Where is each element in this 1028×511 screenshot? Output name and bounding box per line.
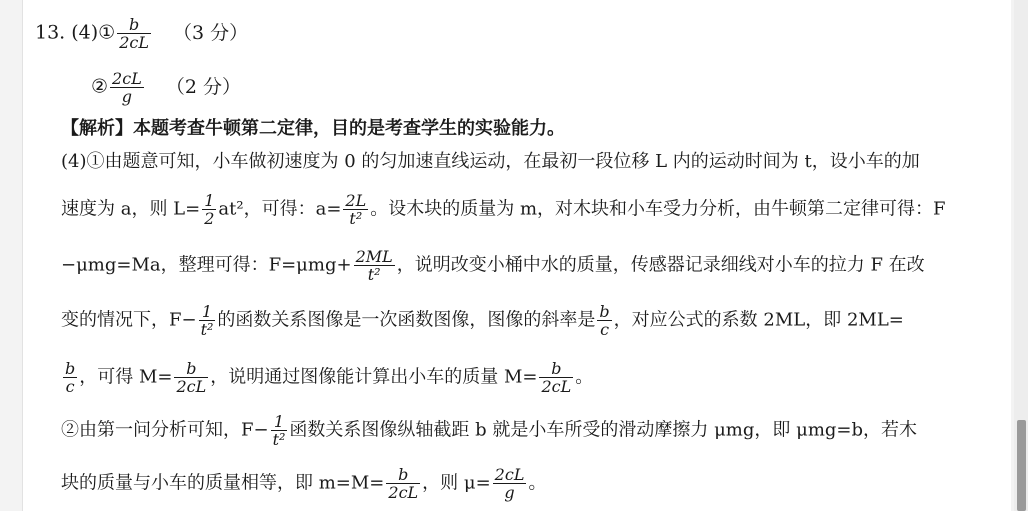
analysis-line-5: $\frac{b}{c}$ ，可得 M= $\frac{b}{2cL}$ ，说明通过图像能计算出小车的质量 M= $\frac{b}{2cL}$ 。 bbox=[65, 359, 594, 396]
fraction-b-2cL-2: $\frac{b}{2cL}$ bbox=[541, 359, 572, 396]
analysis-line-4: 变的情况下，F− $\frac{1}{\text{t²}}$ 的函数关系图像是一次函数图像，图像的斜率是 $\frac{b}{c}$ ，对应公式的系数 2ML，即 2ML= bbox=[61, 302, 904, 339]
fraction-2cL-g: $\frac{2cL}{g}$ bbox=[494, 465, 525, 502]
answer-line-1 bbox=[35, 16, 248, 51]
analysis-line-2: 速度为 a，则 L= $\frac{1}{2}$ at²，可得：a= $\frac{2L}{\text{t²}}$ 。设木块的质量为 m，对木块和小车受力分析，由牛顿第二定律可得：F bbox=[61, 191, 946, 228]
answer-line-2 bbox=[91, 70, 241, 105]
fraction-1-t2-2: $\frac{1}{\text{t²}}$ bbox=[272, 412, 286, 449]
part2-score: （2 分） bbox=[165, 75, 241, 98]
part2-prefix: ② bbox=[91, 75, 109, 98]
fraction-b-c-2: $\frac{b}{c}$ bbox=[65, 359, 76, 396]
question-number: 13. bbox=[35, 21, 66, 44]
analysis-line-7: 块的质量与小车的质量相等，即 m=M= $\frac{b}{2cL}$ ，则 μ= $\frac{2cL}{g}$ 。 bbox=[61, 465, 547, 502]
fraction-1-t2: $\frac{1}{\text{t²}}$ bbox=[200, 302, 214, 339]
analysis-heading: 【解析】本题考查牛顿第二定律，目的是考查学生的实验能力。 bbox=[61, 118, 565, 139]
part1-score: （3 分） bbox=[173, 21, 249, 44]
document-page bbox=[22, 0, 1011, 511]
scrollbar-thumb[interactable] bbox=[1017, 420, 1026, 511]
fraction-b-2cL: $\frac{b}{2cL}$ bbox=[176, 359, 207, 396]
vertical-scrollbar[interactable] bbox=[1014, 0, 1028, 511]
part1-fraction: $\frac{b}{2cL}$ bbox=[119, 15, 149, 52]
part2-fraction: $\frac{2cL}{g}$ bbox=[112, 69, 142, 106]
analysis-line-6: ②由第一问分析可知，F− $\frac{1}{\text{t²}}$ 函数关系图像纵轴截距 b 就是小车所受的滑动摩擦力 μmg，即 μmg=b，若木 bbox=[61, 412, 918, 449]
part1-prefix: (4)① bbox=[71, 21, 116, 44]
fraction-half: $\frac{1}{2}$ bbox=[204, 191, 215, 228]
fraction-2ML-t2: $\frac{2ML}{\text{t²}}$ bbox=[355, 247, 393, 284]
analysis-line-3: −μmg=Ma，整理可得：F=μmg+ $\frac{2ML}{\text{t²}}$ ，说明改变小桶中水的质量，传感器记录细线对小车的拉力 F 在改 bbox=[61, 247, 925, 284]
fraction-b-c: $\frac{b}{c}$ bbox=[599, 302, 610, 339]
fraction-b-2cL-3: $\frac{b}{2cL}$ bbox=[388, 465, 419, 502]
analysis-line-1: (4)①由题意可知，小车做初速度为 0 的匀加速直线运动，在最初一段位移 L 内的运动时间为 t，设小车的加 bbox=[61, 151, 920, 172]
fraction-2L-t2: $\frac{2L}{\text{t²}}$ bbox=[345, 191, 367, 228]
